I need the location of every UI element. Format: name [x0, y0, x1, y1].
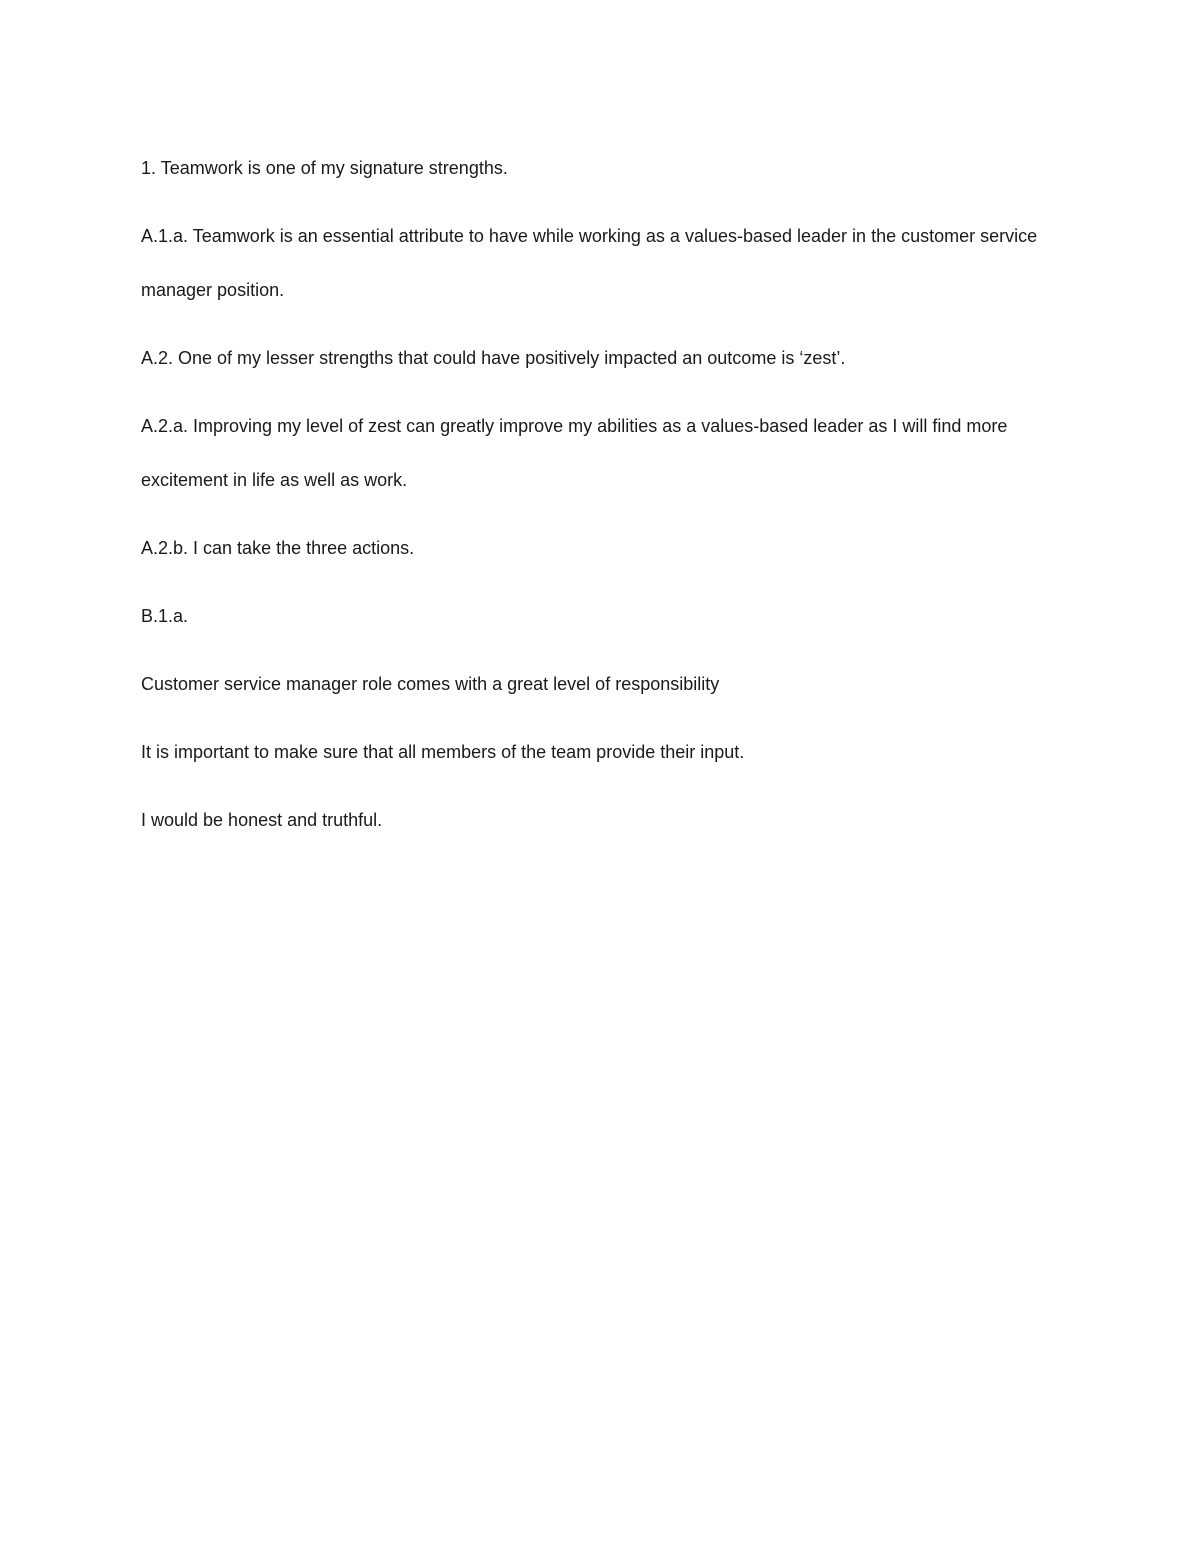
paragraph-b1a: B.1.a. [141, 606, 189, 626]
paragraph-a2: A.2. One of my lesser strengths that could have positively impacted an outcome is ‘zest’. [141, 348, 846, 368]
paragraph-responsibility: Customer service manager role comes with a great level of responsibility [141, 674, 720, 694]
document-body [141, 141, 1071, 847]
paragraph-a2b: A.2.b. I can take the three actions. [141, 538, 415, 558]
paragraph-honest: I would be honest and truthful. [141, 810, 383, 830]
paragraph-1: 1. Teamwork is one of my signature strengths. [141, 158, 508, 178]
paragraph-a2a: A.2.a. Improving my level of zest can greatly improve my abilities as a values-based leader as I will find more excitement in life as well as work. [141, 416, 1008, 490]
paragraph-team-input: It is important to make sure that all members of the team provide their input. [141, 742, 745, 762]
paragraph-a1a: A.1.a. Teamwork is an essential attribute to have while working as a values-based leader in the customer service manager position. [141, 226, 1038, 300]
